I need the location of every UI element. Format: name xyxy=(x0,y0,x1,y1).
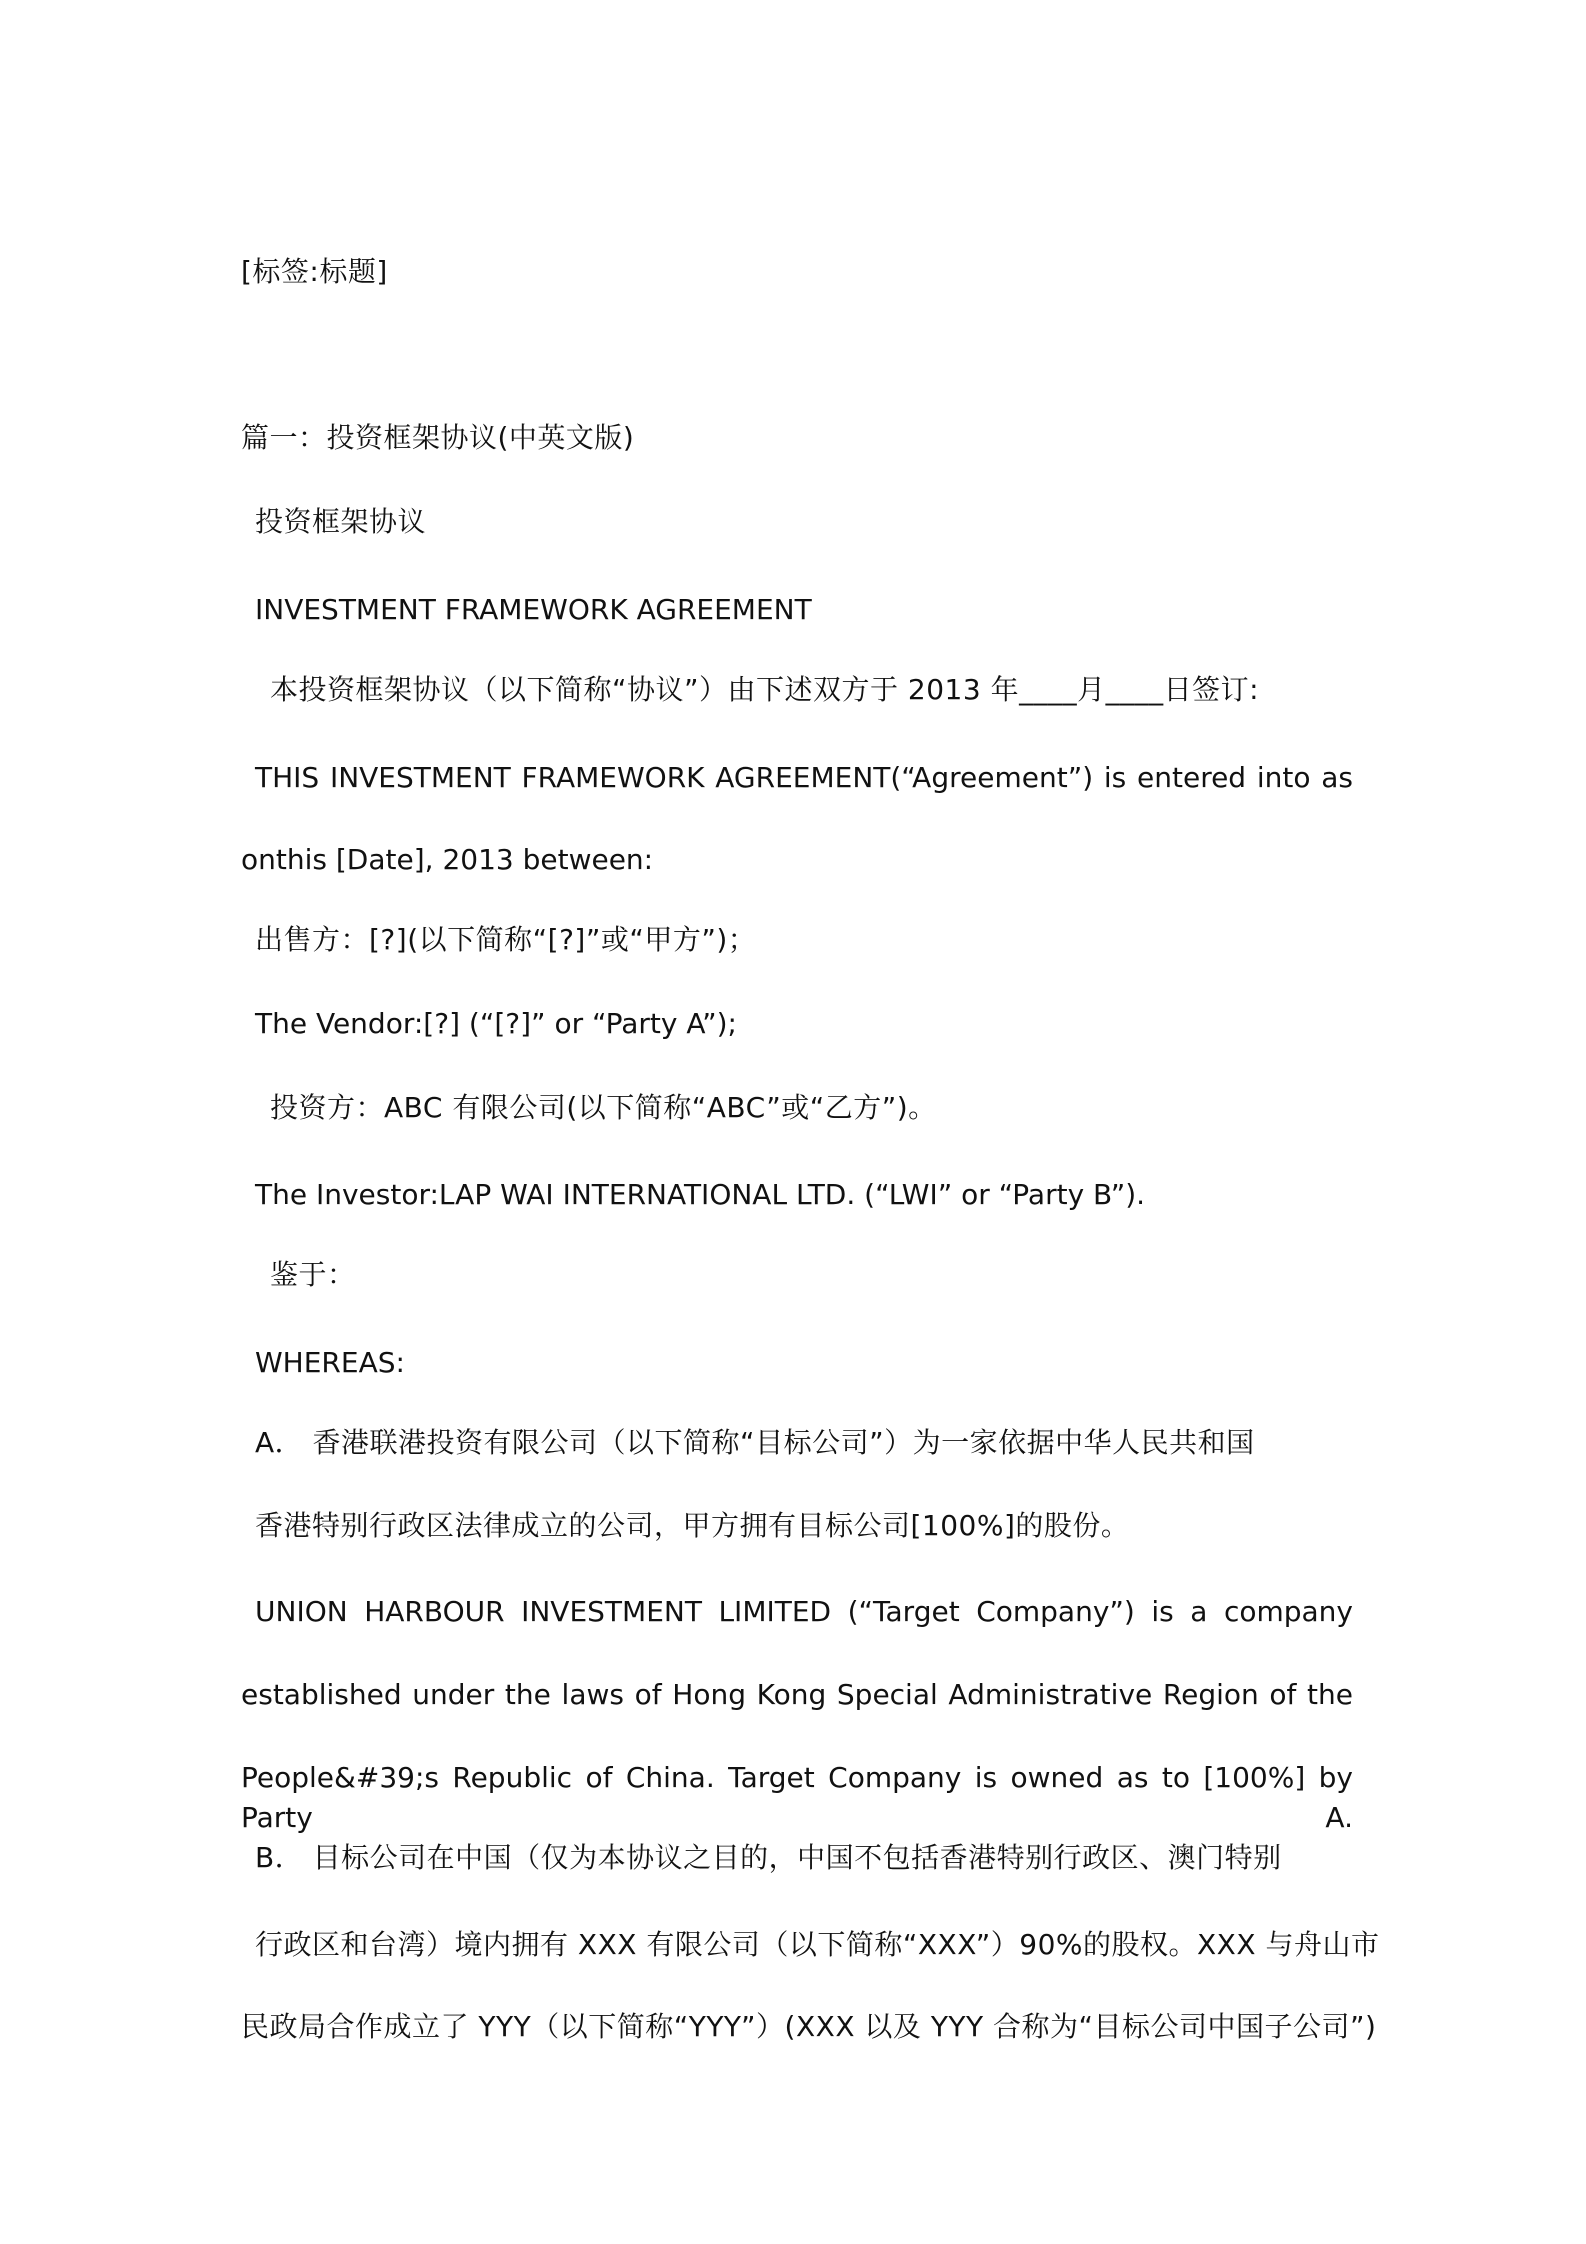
clause-a-en-line-1: UNION HARBOUR INVESTMENT LIMITED (“Target Company”) is a company xyxy=(255,1595,1353,1628)
clause-b-cn-line-2: 行政区和台湾）境内拥有 XXX 有限公司（以下简称“XXX”）90%的股权。XXX 与舟山市 xyxy=(255,1928,1380,1961)
clause-a-cn-line-1: A． 香港联港投资有限公司（以下简称“目标公司”）为一家依据中华人民共和国 xyxy=(255,1426,1255,1459)
whereas-cn: 鉴于： xyxy=(270,1258,356,1291)
investor-en: The Investor:LAP WAI INTERNATIONAL LTD. (“LWI” or “Party B”). xyxy=(255,1178,1146,1211)
clause-b-cn-line-1: B． 目标公司在中国（仅为本协议之目的，中国不包括香港特别行政区、澳门特别 xyxy=(255,1841,1282,1874)
title-cn: 投资框架协议 xyxy=(255,505,427,538)
clause-a-en-line-3: People&#39;s Republic of China. Target Company is owned as to [100%] by Party A. xyxy=(241,1761,1353,1834)
whereas-en: WHEREAS: xyxy=(255,1346,405,1379)
investor-cn: 投资方：ABC 有限公司(以下简称“ABC”或“乙方”)。 xyxy=(270,1091,937,1124)
title-en: INVESTMENT FRAMEWORK AGREEMENT xyxy=(255,593,812,626)
clause-a-en-line-2: established under the laws of Hong Kong Special Administrative Region of the xyxy=(241,1678,1353,1711)
clause-b-cn-line-3: 民政局合作成立了 YYY（以下简称“YYY”）(XXX 以及 YYY 合称为“目标公司中国子公司”) xyxy=(241,2010,1377,2043)
intro-cn: 本投资框架协议（以下简称“协议”）由下述双方于 2013 年____月____日签订: xyxy=(270,673,1260,706)
tag-line: [标签:标题] xyxy=(241,255,388,288)
section-heading: 篇一：投资框架协议(中英文版) xyxy=(241,421,635,454)
vendor-en: The Vendor:[?] (“[?]” or “Party A”); xyxy=(255,1007,737,1040)
vendor-cn: 出售方：[?](以下简称“[?]”或“甲方”)； xyxy=(255,923,757,956)
clause-a-cn-line-2: 香港特别行政区法律成立的公司，甲方拥有目标公司[100%]的股份。 xyxy=(255,1509,1130,1542)
intro-en-line-1: THIS INVESTMENT FRAMEWORK AGREEMENT(“Agreement”) is entered into as xyxy=(255,761,1353,794)
intro-en-line-2: onthis [Date], 2013 between: xyxy=(241,843,654,876)
